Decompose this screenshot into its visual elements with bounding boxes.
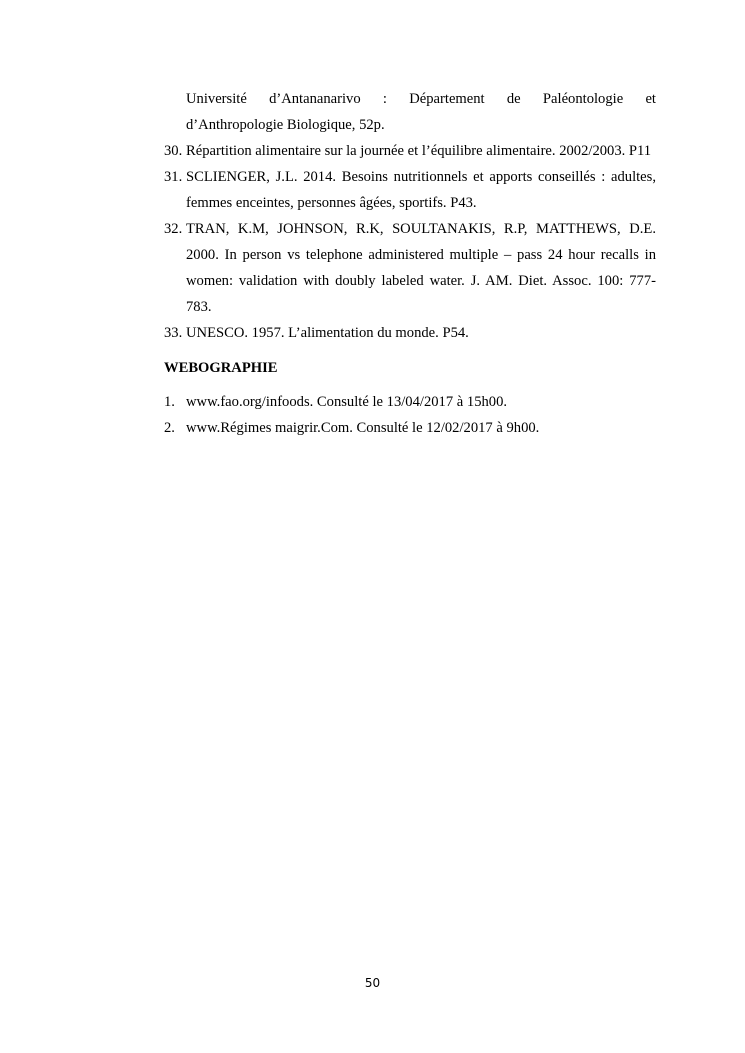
reference-continuation — [164, 86, 656, 138]
reference-item-33 — [164, 320, 656, 346]
reference-text: TRAN, K.M, JOHNSON, R.K, SOULTANAKIS, R.P, MATTHEWS, D.E. 2000. In person vs telephone administered multiple – pass 24 hour recalls in women: validation with doubly labeled water. J. AM. Diet. Assoc. 100: 777-783. — [186, 221, 656, 315]
reference-continuation-line-2: d’Anthropologie Biologique, 52p. — [186, 117, 385, 133]
page-number: 50 — [364, 976, 381, 990]
reference-number: 32. — [164, 221, 183, 237]
reference-number: 33. — [164, 325, 183, 341]
reference-item-30 — [164, 138, 656, 164]
reference-item-31 — [164, 164, 656, 216]
reference-number: 31. — [164, 169, 183, 185]
webography-item-1 — [164, 389, 656, 415]
webography-number: 2. — [164, 420, 175, 436]
page-content — [164, 86, 656, 441]
reference-number: 30. — [164, 143, 183, 159]
webography-text: www.fao.org/infoods. Consulté le 13/04/2017 à 15h00. — [186, 394, 508, 410]
reference-continuation-line-1: Université d’Antananarivo : Département de Paléontologie et — [186, 91, 656, 107]
webography-number: 1. — [164, 394, 175, 410]
reference-text: SCLIENGER, J.L. 2014. Besoins nutritionnels et apports conseillés : adultes, femmes enceintes, personnes âgées, sportifs. P43. — [186, 169, 656, 211]
webography-item-2 — [164, 415, 656, 441]
webography-text: www.Régimes maigrir.Com. Consulté le 12/02/2017 à 9h00. — [186, 420, 540, 436]
reference-text: UNESCO. 1957. L’alimentation du monde. P54. — [186, 325, 469, 341]
webography-heading: WEBOGRAPHIE — [164, 360, 278, 376]
reference-text: Répartition alimentaire sur la journée et l’équilibre alimentaire. 2002/2003. P11 — [186, 143, 652, 159]
reference-item-32 — [164, 216, 656, 320]
